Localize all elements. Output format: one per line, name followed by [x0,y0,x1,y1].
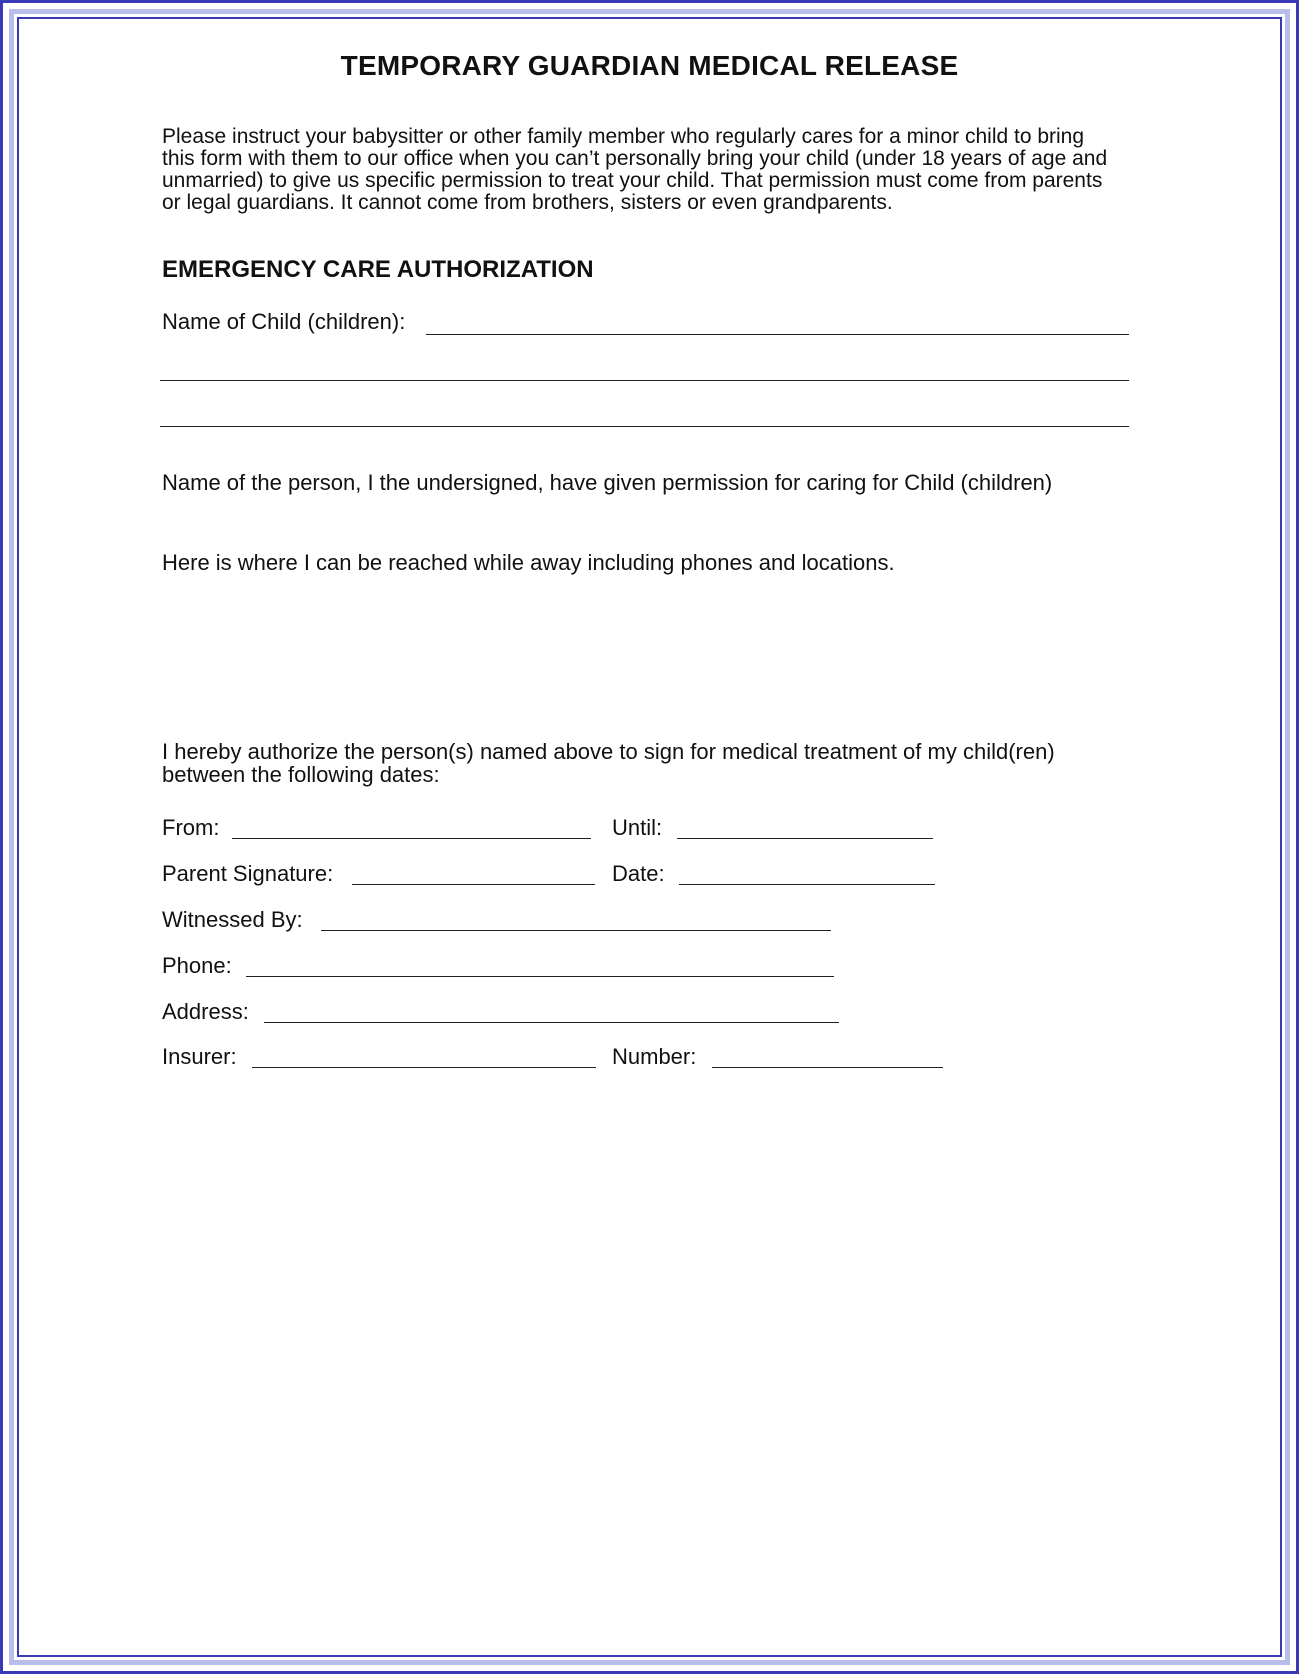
intro-line: unmarried) to give us specific permission to treat your child. That permission must come from parents [162,169,1103,192]
address-field[interactable] [264,1022,839,1023]
parent-signature-field[interactable] [352,884,595,885]
intro-line: Please instruct your babysitter or other family member who regularly cares for a minor child to bring [162,125,1085,148]
insurer-label: Insurer: [162,1044,237,1069]
intro-line: this form with them to our office when you can’t personally bring your child (under 18 years of age and [162,147,1108,170]
intro-paragraph [162,126,1152,214]
until-field[interactable] [677,838,933,839]
witnessed-by-label: Witnessed By: [162,907,303,932]
until-label: Until: [612,815,663,840]
child-name-line-3[interactable] [160,426,1129,427]
date-label: Date: [612,861,665,886]
document-title: TEMPORARY GUARDIAN MEDICAL RELEASE [340,50,959,81]
from-field[interactable] [232,838,591,839]
contact-label: Here is where I can be reached while away including phones and locations. [162,550,895,575]
section-heading: EMERGENCY CARE AUTHORIZATION [162,256,594,283]
date-field[interactable] [679,884,935,885]
phone-field[interactable] [246,976,834,977]
child-name-line-2[interactable] [160,380,1129,381]
number-label: Number: [612,1044,697,1069]
witnessed-by-field[interactable] [321,930,831,931]
number-field[interactable] [712,1067,943,1068]
child-name-line-1[interactable] [426,334,1129,335]
from-label: From: [162,815,220,840]
intro-line: or legal guardians. It cannot come from brothers, sisters or even grandparents. [162,191,893,214]
caregiver-label: Name of the person, I the undersigned, have given permission for caring for Child (children) [162,470,1053,495]
parent-signature-label: Parent Signature: [162,861,334,886]
authorize-line: between the following dates: [162,762,440,787]
insurer-field[interactable] [252,1067,596,1068]
address-label: Address: [162,999,249,1024]
phone-label: Phone: [162,953,232,978]
authorize-line: I hereby authorize the person(s) named above to sign for medical treatment of my child(ren) [162,739,1055,764]
child-name-label: Name of Child (children): [162,309,406,334]
